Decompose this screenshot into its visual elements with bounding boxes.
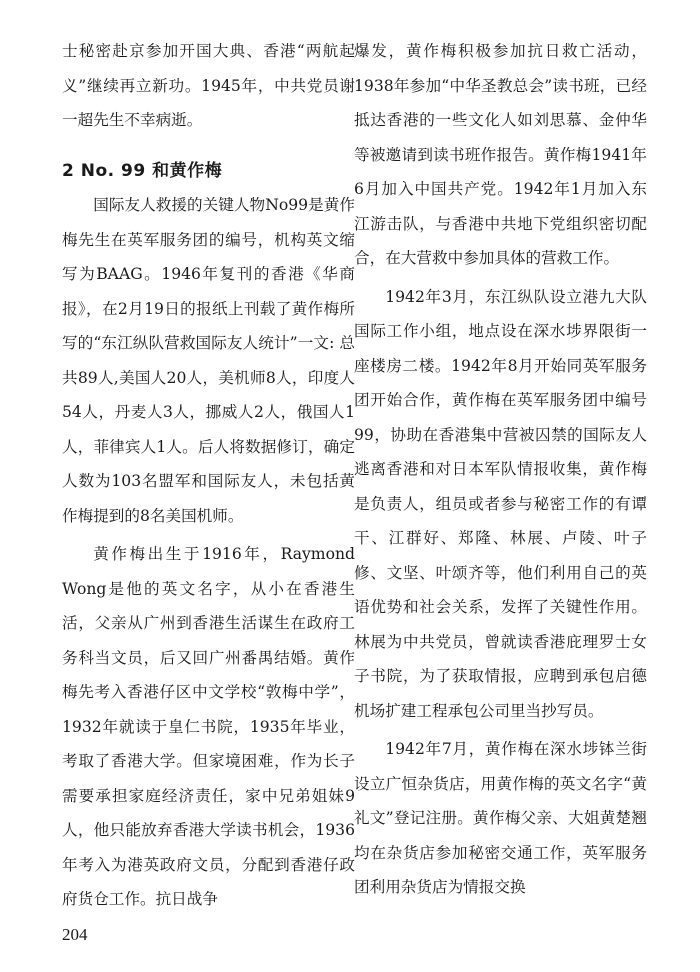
paragraph: 1942年3月，东江纵队设立港九大队国际工作小组，地点设在深水埗界限街一座楼房二楼。1942年8月开始同英军服务团开始合作，黄作梅在英军服务团中编号99，协助在香港集中营被囚禁的国际友人逃离香港和对日本军队情报收集，黄作梅是负责人，组员或者参与秘密工作的有谭干、江群好、郑隆、林展、卢陵、叶子修、文坚、叶颂齐等，他们利用自己的英语优势和社会关系，发挥了关键性作用。林展为中共党员，曾就读香港庇理罗士女子书院，为了获取情报，应聘到承包启德机场扩建工程承包公司里当抄写员。: [354, 287, 647, 720]
right-column: [354, 34, 647, 905]
left-column: [62, 34, 355, 917]
paragraph-continuation: 士秘密赴京参加开国大典、香港“两航起义”继续再立新功。1945年，中共党员谢一超先生不幸病逝。: [62, 42, 355, 129]
paragraph: 国际友人救援的关键人物No99是黄作梅先生在英军服务团的编号，机构英文缩写为BAAG。1946年复刊的香港《华商报》，在2月19日的报纸上刊载了黄作梅所写的“东江纵队营救国际友人统计”一文: 总共89人,美国人20人，美机师8人，印度人54人，丹麦人3人，挪威人2人，俄国人1人，菲律宾人1人。后人将数据修订，确定人数为103名盟军和国际友人，未包括黄作梅提到的8名美国机师。: [62, 196, 355, 525]
paragraph: 1942年7月，黄作梅在深水埗钵兰街设立广恒杂货店，用黄作梅的英文名字“黄礼文”登记注册。黄作梅父亲、大姐黄楚翘均在杂货店参加秘密交通工作，英军服务团利用杂货店为情报交换: [354, 740, 647, 896]
page-number: 204: [62, 925, 88, 944]
paragraph: 黄作梅出生于1916年，Raymond Wong是他的英文名字，从小在香港生活，父亲从广州到香港生活谋生在政府工务科当文员，后又回广州番禺结婚。黄作梅先考入香港仔区中文学校“敦梅中学”，1932年就读于皇仁书院，1935年毕业，考取了香港大学。但家境困难，作为长子需要承担家庭经济责任，家中兄弟姐妹9人，他只能放弃香港大学读书机会，1936年考入为港英政府文员，分配到香港仔政府货仓工作。抗日战争: [62, 545, 355, 908]
paragraph-continuation: 爆发，黄作梅积极参加抗日救亡活动，1938年参加“中华圣教总会”读书班，已经抵达香港的一些文化人如刘思慕、金仲华等被邀请到读书班作报告。黄作梅1941年6月加入中国共产党。1942年1月加入东江游击队，与香港中共地下党组织密切配合，在大营救中参加具体的营救工作。: [354, 42, 647, 267]
section-heading: 2 No. 99 和黄作梅: [62, 160, 223, 181]
